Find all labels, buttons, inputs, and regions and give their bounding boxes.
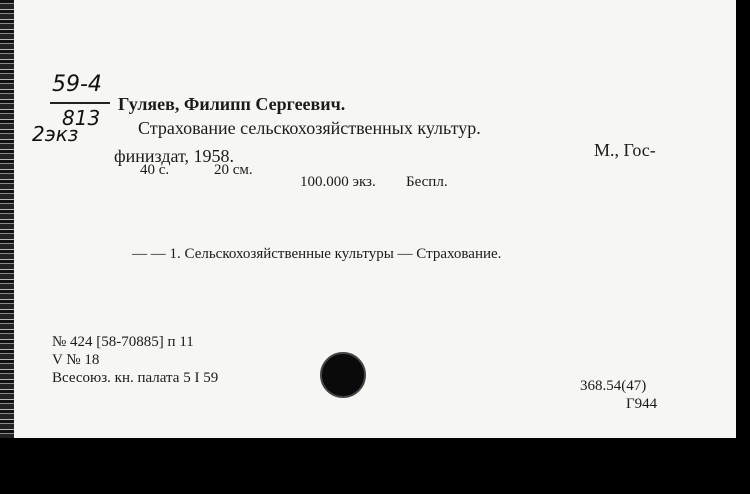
record-number: № 424 [58-70885] п 11 <box>52 334 194 350</box>
call-number-bottom: 813 <box>62 106 101 130</box>
publisher-year: финиздат, 1958. <box>114 146 235 166</box>
author-heading: Гуляев, Филипп Сергеевич. <box>118 94 346 114</box>
publication-place: М., Гос- <box>594 140 656 160</box>
size: 20 см. <box>214 162 253 178</box>
book-chamber: Всесоюз. кн. палата 5 I 59 <box>52 370 219 386</box>
price: Беспл. <box>406 174 448 190</box>
print-run: 100.000 экз. <box>300 174 376 190</box>
author-mark: Г944 <box>626 396 658 412</box>
subject-heading: — — 1. Сельскохозяйственные культуры — Страхование. <box>132 246 502 262</box>
pages: 40 с. <box>140 162 170 178</box>
classification-code: 368.54(47) <box>580 378 647 394</box>
volume-number: V № 18 <box>52 352 100 368</box>
punch-hole <box>320 352 366 398</box>
scanner-bottom-band <box>0 438 750 494</box>
scanner-edge <box>0 0 14 494</box>
call-number-top: 59-4 <box>52 72 102 97</box>
call-number-rule <box>50 102 110 104</box>
book-title: Страхование сельскохозяйственных культур. <box>138 118 481 138</box>
copies-note: 2экз <box>32 122 79 146</box>
catalog-card <box>14 0 736 438</box>
